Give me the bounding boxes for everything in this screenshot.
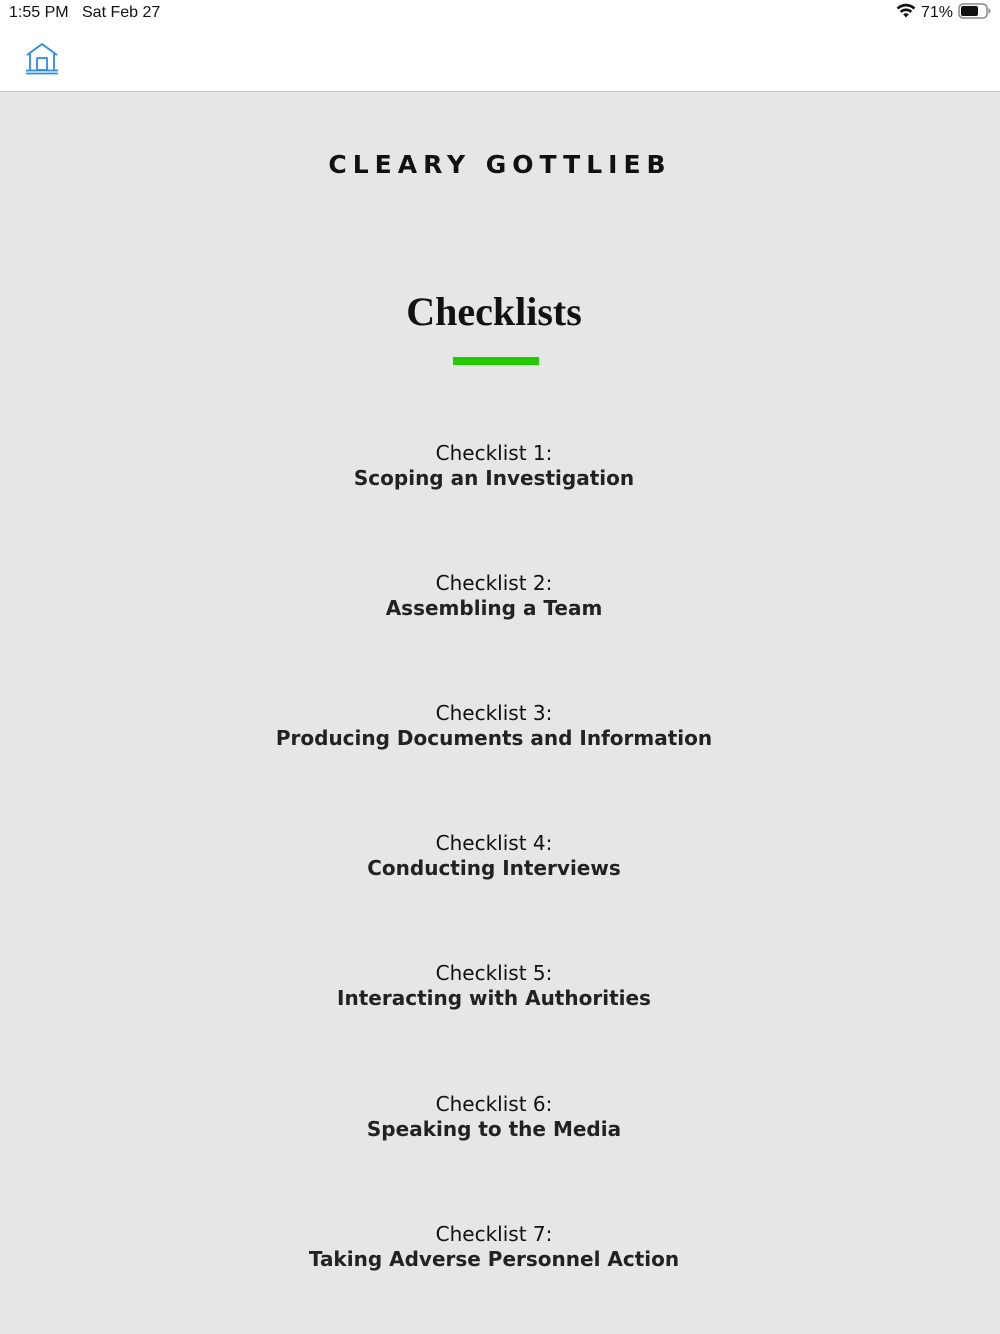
wifi-icon	[896, 3, 916, 24]
checklist-title: Assembling a Team	[385, 596, 603, 620]
checklist-number: Checklist 2:	[435, 571, 553, 595]
status-date: Sat Feb 27	[82, 4, 161, 21]
checklist-item-2[interactable]	[0, 571, 988, 621]
title-underline	[453, 357, 539, 365]
checklist-title: Speaking to the Media	[366, 1117, 622, 1141]
page-title: Checklists	[406, 289, 582, 334]
checklist-number: Checklist 6:	[435, 1092, 553, 1116]
battery-icon	[958, 2, 992, 25]
checklist-item-1[interactable]	[0, 441, 988, 491]
home-button[interactable]	[24, 41, 60, 77]
checklist-number: Checklist 3:	[435, 701, 553, 725]
top-bar	[0, 0, 1000, 92]
checklist-item-4[interactable]	[0, 831, 988, 881]
checklist-number: Checklist 1:	[435, 441, 553, 465]
checklist-item-6[interactable]	[0, 1092, 988, 1142]
checklist-title: Scoping an Investigation	[353, 466, 635, 490]
checklist-number: Checklist 5:	[435, 961, 553, 985]
checklist-title: Taking Adverse Personnel Action	[308, 1247, 680, 1271]
checklist-title: Interacting with Authorities	[337, 986, 651, 1010]
checklist-title: Producing Documents and Information	[275, 726, 713, 750]
brand-logo: CLEARY GOTTLIEB	[328, 150, 672, 179]
home-icon	[24, 64, 60, 81]
checklist-item-7[interactable]	[0, 1222, 988, 1272]
checklist-item-5[interactable]	[0, 961, 988, 1011]
checklist-title: Conducting Interviews	[367, 856, 621, 880]
status-indicators	[896, 3, 992, 23]
status-time: 1:55 PM	[9, 4, 69, 21]
checklist-number: Checklist 4:	[435, 831, 553, 855]
battery-percentage: 71%	[920, 4, 953, 21]
checklist-number: Checklist 7:	[435, 1222, 553, 1246]
checklist-item-3[interactable]	[0, 701, 988, 751]
